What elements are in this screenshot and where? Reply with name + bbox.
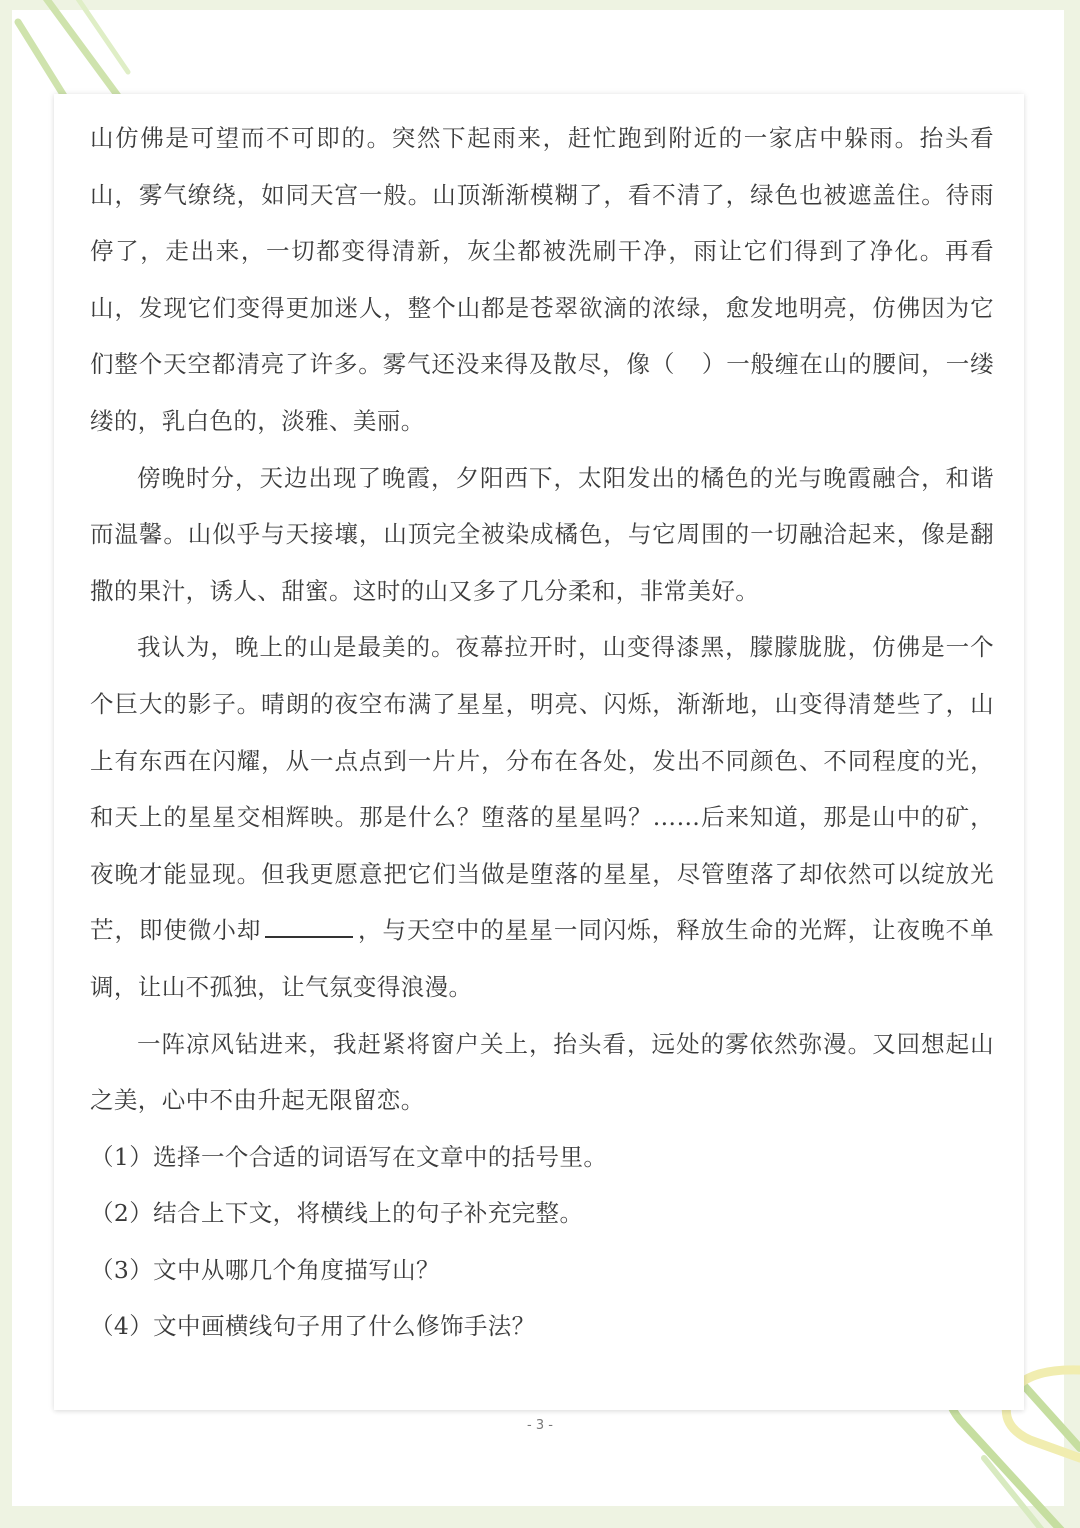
paragraph-text: ，与天空中的星星一同闪烁，释放生命的光辉，让夜晚不单调，让山不孤独，让气氛变得浪漫。 bbox=[90, 916, 994, 1001]
paragraph-evening bbox=[90, 450, 994, 620]
paragraph-night bbox=[90, 619, 994, 1015]
paragraph-text: 我认为，晚上的山是最美的。夜幕拉开时，山变得漆黑，朦朦胧胧，仿佛是一个个巨大的影子。晴朗的夜空布满了星星，明亮、闪烁，渐渐地，山变得清楚些了，山上有东西在闪耀，从一点点到一片片，分布在各处，发出不同颜色、不同程度的光，和天上的星星交相辉映。那是什么？堕落的星星吗？……后来知道，那是山中的矿，夜晚才能显现。但我更愿意把它们当做是堕落的星星，尽管堕落了却依然可以绽放光芒，即使微小却 bbox=[90, 633, 994, 945]
question-4: （4）文中画横线句子用了什么修饰手法？ bbox=[90, 1312, 536, 1341]
question-2: （2）结合上下文，将横线上的句子补充完整。 bbox=[90, 1199, 584, 1228]
paragraph-text: 一阵凉风钻进来，我赶紧将窗户关上，抬头看，远处的雾依然弥漫。又回想起山之美，心中不由升起无限留恋。 bbox=[90, 1029, 994, 1115]
question-3: （3）文中从哪几个角度描写山？ bbox=[90, 1255, 440, 1284]
paragraph-text: 傍晚时分，天边出现了晚霞，夕阳西下，太阳发出的橘色的光与晚霞融合，和谐而温馨。山似乎与天接壤，山顶完全被染成橘色，与它周围的一切融洽起来，像是翻撒的果汁，诱人、甜蜜。这时的山又多了几分柔和，非常美好。 bbox=[90, 463, 994, 605]
question-1: （1）选择一个合适的词语写在文章中的括号里。 bbox=[90, 1142, 608, 1171]
paragraph-ending bbox=[90, 1016, 994, 1129]
document-content bbox=[90, 110, 994, 1355]
paragraph-text: ）一般缠在山的腰间，一缕缕的，乳白色的，淡雅、美丽。 bbox=[90, 350, 994, 435]
paragraph-morning-rain bbox=[90, 110, 994, 450]
fill-in-blank-line bbox=[265, 916, 353, 938]
paragraph-text: 山仿佛是可望而不可即的。突然下起雨来，赶忙跑到附近的一家店中躲雨。抬头看山，雾气缭绕，如同天宫一般。山顶渐渐模糊了，看不清了，绿色也被遮盖住。待雨停了，走出来，一切都变得清新，灰尘都被洗刷干净，雨让它们得到了净化。再看山，发现它们变得更加迷人，整个山都是苍翠欲滴的浓绿，愈发地明亮，仿佛因为它们整个天空都清亮了许多。雾气还没来得及散尽，像（ bbox=[90, 124, 994, 379]
page-number: - 3 - bbox=[527, 1418, 553, 1433]
